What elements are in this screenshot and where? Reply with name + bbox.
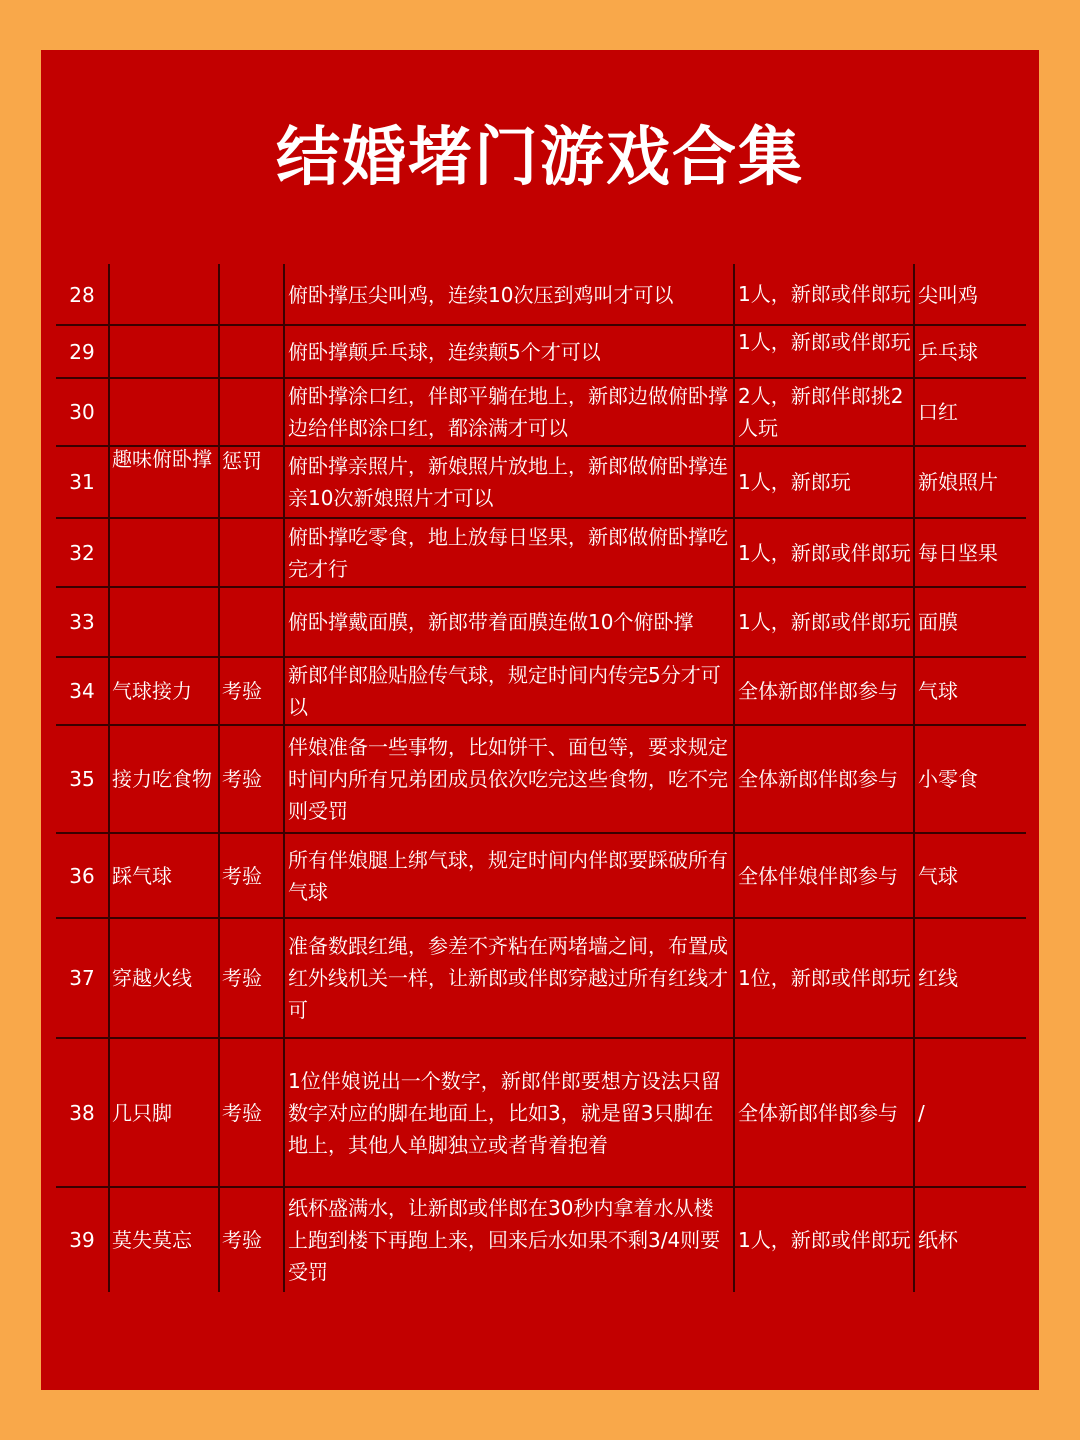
description-cell: 准备数跟红绳，参差不齐粘在两堵墙之间，布置成红外线机关一样，让新郎或伴郎穿越过所有红线才可 [288,934,728,1022]
prop-cell: 红线 [918,966,958,990]
players-cell: 全体伴娘伴郎参与 [738,863,898,888]
game-name-cell: 趣味俯卧撑 [112,447,212,471]
row-number: 38 [69,1100,95,1125]
players-cell: 全体新郎伴郎参与 [738,1100,898,1125]
prop-cell: 每日坚果 [918,540,998,565]
row-number: 35 [69,767,95,791]
description-cell: 俯卧撑吃零食，地上放每日坚果，新郎做俯卧撑吃完才行 [288,524,728,581]
game-type-cell: 考验 [222,1228,262,1252]
column-divider [733,264,735,1292]
prop-cell: 面膜 [918,610,958,634]
row-number: 37 [69,966,95,990]
game-type-cell: 考验 [222,767,262,791]
description-cell: 俯卧撑戴面膜，新郎带着面膜连做10个俯卧撑 [288,610,694,634]
row-number: 39 [69,1228,95,1252]
description-cell: 1位伴娘说出一个数字，新郎伴郎要想方设法只留数字对应的脚在地面上，比如3，就是留3只脚在地上，其他人单脚独立或者背着抱着 [288,1068,721,1157]
game-type-cell: 考验 [222,966,262,990]
game-name-cell: 气球接力 [112,679,192,703]
prop-cell: 尖叫鸡 [918,283,978,307]
game-name-cell: 穿越火线 [112,966,192,990]
row-number: 28 [69,283,95,307]
column-divider [218,264,220,1292]
players-cell: 1人，新郎或伴郎玩 [738,330,911,354]
game-name-cell: 莫失莫忘 [112,1228,192,1252]
game-name-cell: 踩气球 [112,863,172,888]
prop-cell: 气球 [918,863,958,888]
prop-cell: 小零食 [918,767,978,791]
description-cell: 俯卧撑压尖叫鸡，连续10次压到鸡叫才可以 [288,283,674,307]
row-number: 31 [69,470,95,494]
description-cell: 俯卧撑颠乒乓球，连续颠5个才可以 [288,339,601,364]
game-name-cell: 几只脚 [112,1100,172,1125]
players-cell: 全体新郎伴郎参与 [738,767,898,791]
prop-cell: 乒乓球 [918,339,978,364]
row-number: 29 [69,339,95,364]
description-cell: 所有伴娘腿上绑气球，规定时间内伴郎要踩破所有气球 [288,847,728,904]
row-number: 36 [69,863,95,888]
column-divider [913,264,915,1292]
players-cell: 1人，新郎或伴郎玩 [738,282,911,306]
description-cell: 纸杯盛满水，让新郎或伴郎在30秒内拿着水从楼上跑到楼下再跑上来，回来后水如果不剩3/4则要受罚 [288,1196,721,1284]
players-cell: 1人，新郎或伴郎玩 [738,1228,911,1252]
row-number: 32 [69,540,95,565]
column-divider [108,264,110,1292]
players-cell: 1人，新郎或伴郎玩 [738,610,911,634]
row-number: 30 [69,400,95,424]
page-title: 结婚堵门游戏合集 [276,120,804,195]
game-type-cell: 惩罚 [222,449,262,473]
players-cell: 2人，新郎伴郎挑2人玩 [738,384,904,440]
game-type-cell: 考验 [222,1100,262,1125]
prop-cell: / [918,1100,925,1125]
row-number: 33 [69,610,95,634]
description-cell: 伴娘准备一些事物，比如饼干、面包等，要求规定时间内所有兄弟团成员依次吃完这些食物，吃不完则受罚 [288,735,728,823]
row-number: 34 [69,679,95,703]
column-divider [283,264,285,1292]
prop-cell: 新娘照片 [918,470,998,494]
players-cell: 1人，新郎或伴郎玩 [738,540,911,565]
players-cell: 全体新郎伴郎参与 [738,679,898,703]
prop-cell: 纸杯 [918,1228,958,1252]
game-type-cell: 考验 [222,863,262,888]
game-name-cell: 接力吃食物 [112,767,212,791]
prop-cell: 气球 [918,679,958,703]
players-cell: 1人，新郎玩 [738,470,851,494]
players-cell: 1位，新郎或伴郎玩 [738,966,911,990]
description-cell: 俯卧撑亲照片，新娘照片放地上，新郎做俯卧撑连亲10次新娘照片才可以 [288,454,728,510]
prop-cell: 口红 [918,400,958,424]
game-type-cell: 考验 [222,679,262,703]
description-cell: 俯卧撑涂口红，伴郎平躺在地上，新郎边做俯卧撑边给伴郎涂口红，都涂满才可以 [288,384,728,440]
description-cell: 新郎伴郎脸贴脸传气球，规定时间内传完5分才可以 [288,663,721,719]
